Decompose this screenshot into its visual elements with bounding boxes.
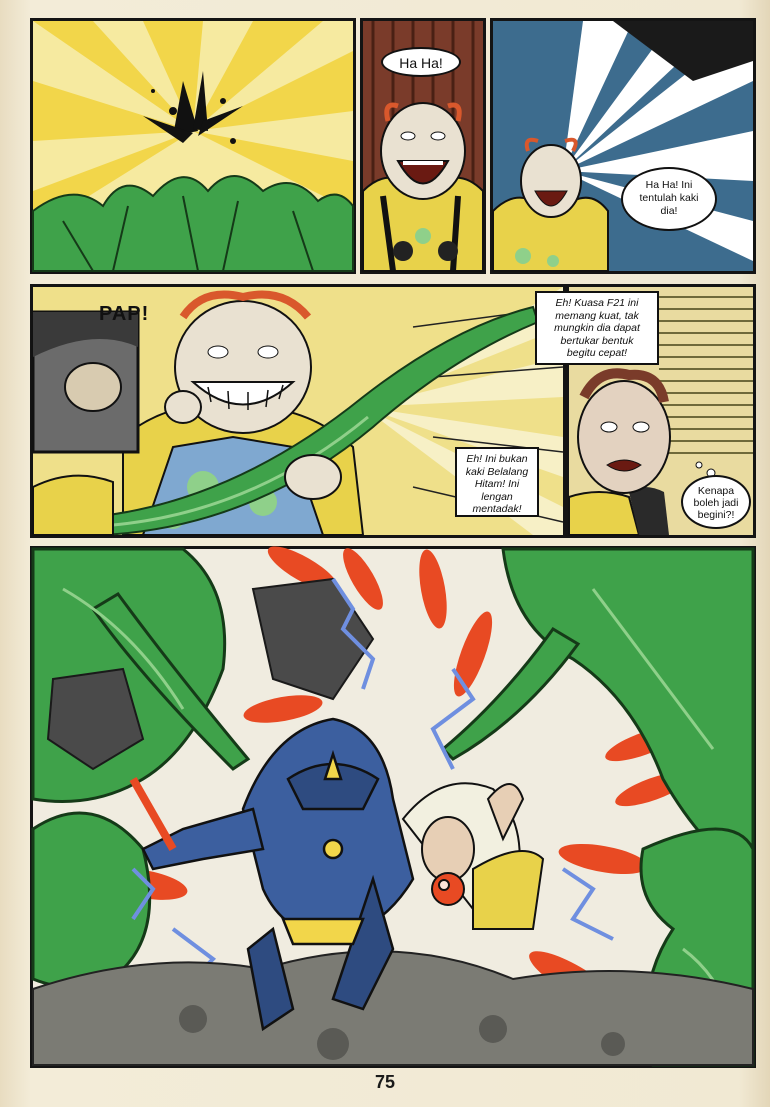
caption-line-5: mentadak! xyxy=(472,503,522,515)
explosion-art xyxy=(33,21,353,271)
caption-line-3: Hitam! Ini xyxy=(474,478,520,490)
speech-balloon-ha-ha xyxy=(381,47,461,77)
speech-text: Ha Ha! xyxy=(399,55,443,71)
caption-line-1: Eh! Ini bukan xyxy=(466,453,528,465)
page-number: 75 xyxy=(374,1072,396,1092)
villain-burst-art xyxy=(493,21,753,271)
speech-line-2: tentulah kaki xyxy=(639,192,699,204)
caption-line-4: lengan xyxy=(481,490,513,503)
battle-art xyxy=(33,549,753,1065)
speech-line-1: Ha Ha! Ini xyxy=(645,179,693,191)
panel-battle xyxy=(30,546,756,1068)
speech-line-3: dia! xyxy=(660,205,678,217)
caption-line-2: memang kuat, tak xyxy=(555,309,639,322)
caption-line-3: mungkin dia dapat xyxy=(554,322,640,334)
caption-line-4: bertukar bentuk xyxy=(560,334,634,347)
panel-villain-burst xyxy=(490,18,756,274)
panel-villain-worried xyxy=(554,284,756,538)
caption-line-5: begitu cepat! xyxy=(566,347,628,359)
caption-kuasa-f21 xyxy=(535,291,659,365)
thought-balloon-kenapa xyxy=(681,475,751,529)
sfx-pap: PAP! xyxy=(99,303,150,325)
thought-line-1: Kenapa xyxy=(697,485,735,497)
panel-explosion xyxy=(30,18,356,274)
panel-villain-laugh xyxy=(360,18,486,274)
speech-balloon-kaki xyxy=(621,167,717,231)
caption-line-1: Eh! Kuasa F21 ini xyxy=(555,297,639,309)
caption-lengan-mentadak xyxy=(455,447,539,517)
caption-line-2: kaki Belalang xyxy=(465,465,529,478)
panel-villain-grab xyxy=(30,284,566,538)
thought-line-3: begini?! xyxy=(697,509,735,521)
thought-line-2: boleh jadi xyxy=(693,497,739,509)
